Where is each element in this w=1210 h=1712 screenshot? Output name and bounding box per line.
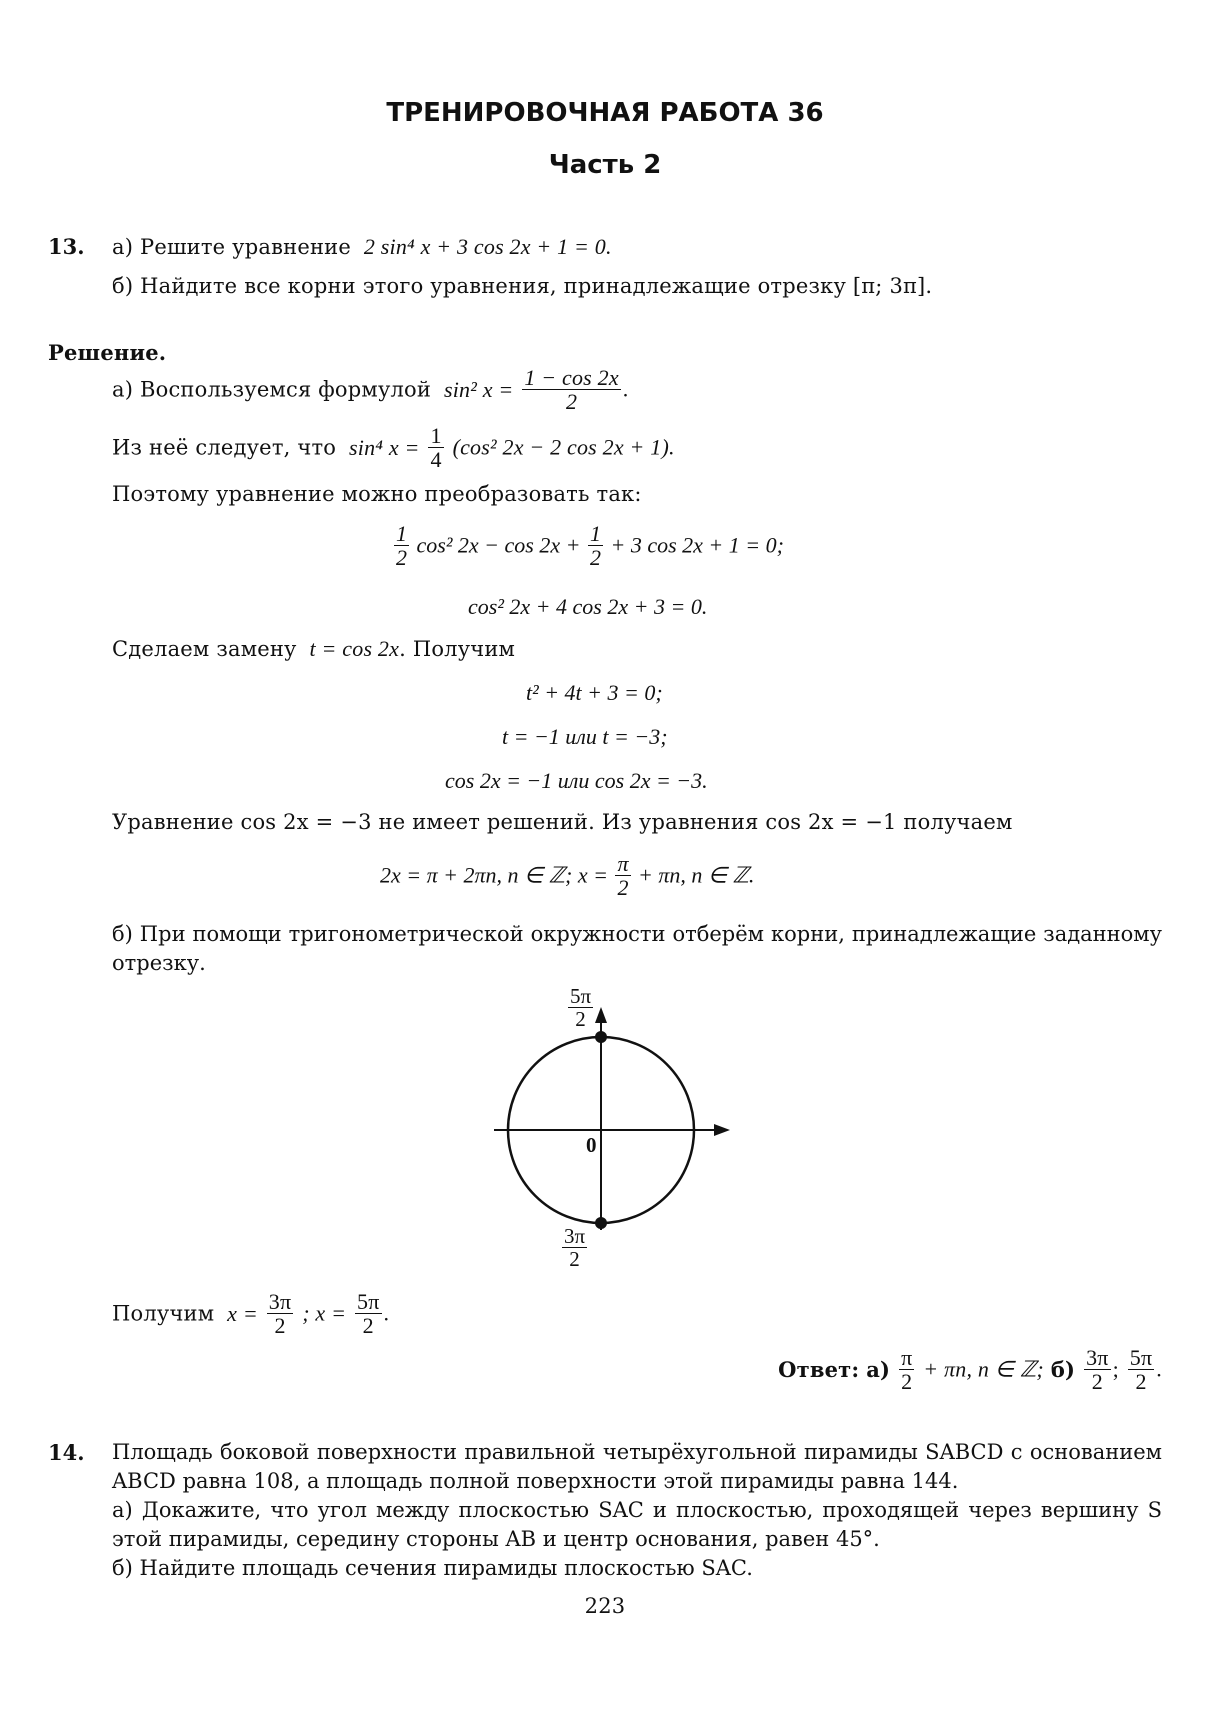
equation-3: t² + 4t + 3 = 0; [526,680,663,705]
equation-6-den: 2 [617,875,629,901]
answer-label: Ответ: [778,1357,860,1383]
result-line [112,1290,389,1337]
problem-13-b: б) Найдите все корни этого уравнения, принадлежащие отрезку [π; 3π]. [112,274,933,298]
formula-1-left: sin² x = [443,376,514,402]
problem-14-a: а) Докажите, что угол между плоскостью SAC и плоскостью, проходящей через вершину S этой пирамиды, середину стороны AB и центр основания, равен 45°. [112,1498,1162,1551]
equation-6-left: 2x = π + 2πn, n ∈ ℤ; x = [380,862,608,888]
result-den-2: 2 [362,1313,374,1339]
problem-14-text: Площадь боковой поверхности правильной четырёхугольной пирамиды SABCD с основанием ABCD равна 108, а площадь полной поверхности этой пирамиды равна 144. [112,1440,1162,1493]
label-origin: 0 [586,1133,597,1157]
answer-b-sep: ; [1112,1356,1119,1382]
answer-b-end: . [1156,1356,1162,1382]
solution-line-4 [112,636,515,662]
label-bottom-num: 3π [564,1224,586,1248]
equation-1-half-den: 2 [396,545,407,571]
formula-1-fraction [522,366,620,413]
solution-part-b: б) При помощи тригонометрической окружности отберём корни, принадлежащие заданному отрезку. [112,922,1162,975]
equation-1-half-2-num: 1 [589,521,601,546]
problem-13-a [112,234,612,260]
result-x1-label: x = [227,1300,258,1326]
y-axis-arrow [595,1007,607,1023]
result-num-2: 5π [357,1289,380,1314]
trig-circle-diagram [480,985,740,1285]
result-end: . [383,1300,390,1326]
problem-14-number: 14. [48,1440,85,1465]
formula-2-denominator: 4 [430,447,442,473]
problem-13-a-text: а) Решите уравнение [112,235,351,259]
answer-a-rest: + πn, n ∈ ℤ; [923,1356,1044,1382]
formula-1-numerator: 1 − cos 2x [524,365,619,390]
solution-line-1: а) Воспользуемся формулой sin² x = $\frac{1 - \cos 2x}{2}$ . [112,365,629,415]
equation-6-fraction [615,852,630,899]
answer-a-fraction [899,1346,914,1393]
solution-line-1-text: а) Воспользуемся формулой [112,377,432,402]
equation-4: t = −1 или t = −3; [502,724,668,749]
equation-1-end: + 3 cos 2x + 1 = 0; [610,532,784,558]
result-num-1: 3π [268,1289,292,1314]
point-bottom [595,1217,607,1229]
answer-b-num-2: 5π [1129,1345,1153,1370]
formula-2-left: sin⁴ x = [349,434,420,460]
solution-line-2 [112,424,675,471]
result-fraction-1 [267,1290,294,1337]
point-top [595,1031,607,1043]
equation-2: cos² 2x + 4 cos 2x + 3 = 0. [468,594,708,619]
page-number: 223 [584,1594,626,1618]
equation-6-num: π [617,851,629,876]
label-bottom-den: 2 [569,1247,580,1272]
formula-2-fraction [428,424,443,471]
equation-1-half-2-den: 2 [589,545,601,571]
solution-heading: Решение. [48,340,167,365]
solution-line-5: Уравнение cos 2x = −3 не имеет решений. Из уравнения cos 2x = −1 получаем [112,810,1013,834]
formula-2-right: (cos² 2x − 2 cos 2x + 1). [452,434,675,460]
label-bottom [560,1225,589,1270]
equation-1-half [394,522,409,569]
result-x2-label: ; x = [302,1300,347,1326]
label-top-num: 5π [570,984,592,1008]
equation-1-mid: cos² 2x − cos 2x + [416,532,581,558]
label-top-den: 2 [575,1007,586,1032]
solution-line-4-text: Сделаем замену [112,637,297,661]
part-title: Часть 2 [548,150,662,180]
result-fraction-2 [355,1290,382,1337]
answer-b-fraction-1 [1084,1346,1111,1393]
problem-13-a-equation: 2 sin⁴ x + 3 cos 2x + 1 = 0. [363,234,612,259]
problem-13-number: 13. [48,234,85,259]
equation-5: cos 2x = −1 или cos 2x = −3. [445,768,708,793]
equation-1-half-2 [588,522,603,569]
answer-b-label: б) [1050,1357,1076,1383]
problem-14-b: б) Найдите площадь сечения пирамиды плоскостью SAC. [112,1556,753,1580]
equation-6 [380,852,754,899]
formula-2-numerator: 1 [430,423,442,448]
solution-line-3: Поэтому уравнение можно преобразовать так: [112,482,642,506]
equation-1 [392,522,784,569]
answer-a-label: а) [866,1357,891,1383]
result-den-1: 2 [274,1313,286,1339]
substitution: t = cos 2x [309,636,400,661]
equation-6-right: + πn, n ∈ ℤ. [638,862,755,888]
solution-line-4-tail: . Получим [399,637,516,661]
answer-a-den: 2 [901,1369,913,1395]
label-top [566,985,595,1030]
answer-line [778,1346,1162,1393]
answer-b-den-2: 2 [1135,1369,1147,1395]
answer-a-num: π [901,1345,913,1370]
page-title: ТРЕНИРОВОЧНАЯ РАБОТА 36 [386,98,824,128]
equation-1-half-num: 1 [396,521,407,546]
solution-line-2-text: Из неё следует, что [112,435,337,460]
answer-b-num-1: 3π [1086,1345,1109,1370]
answer-b-fraction-2 [1128,1346,1155,1393]
formula-1-denominator: 2 [565,389,578,415]
label-top-fraction [568,985,593,1030]
result-text: Получим [112,1301,215,1326]
answer-b-den-1: 2 [1091,1369,1103,1395]
label-bottom-fraction [562,1225,587,1270]
x-axis-arrow [714,1124,730,1136]
